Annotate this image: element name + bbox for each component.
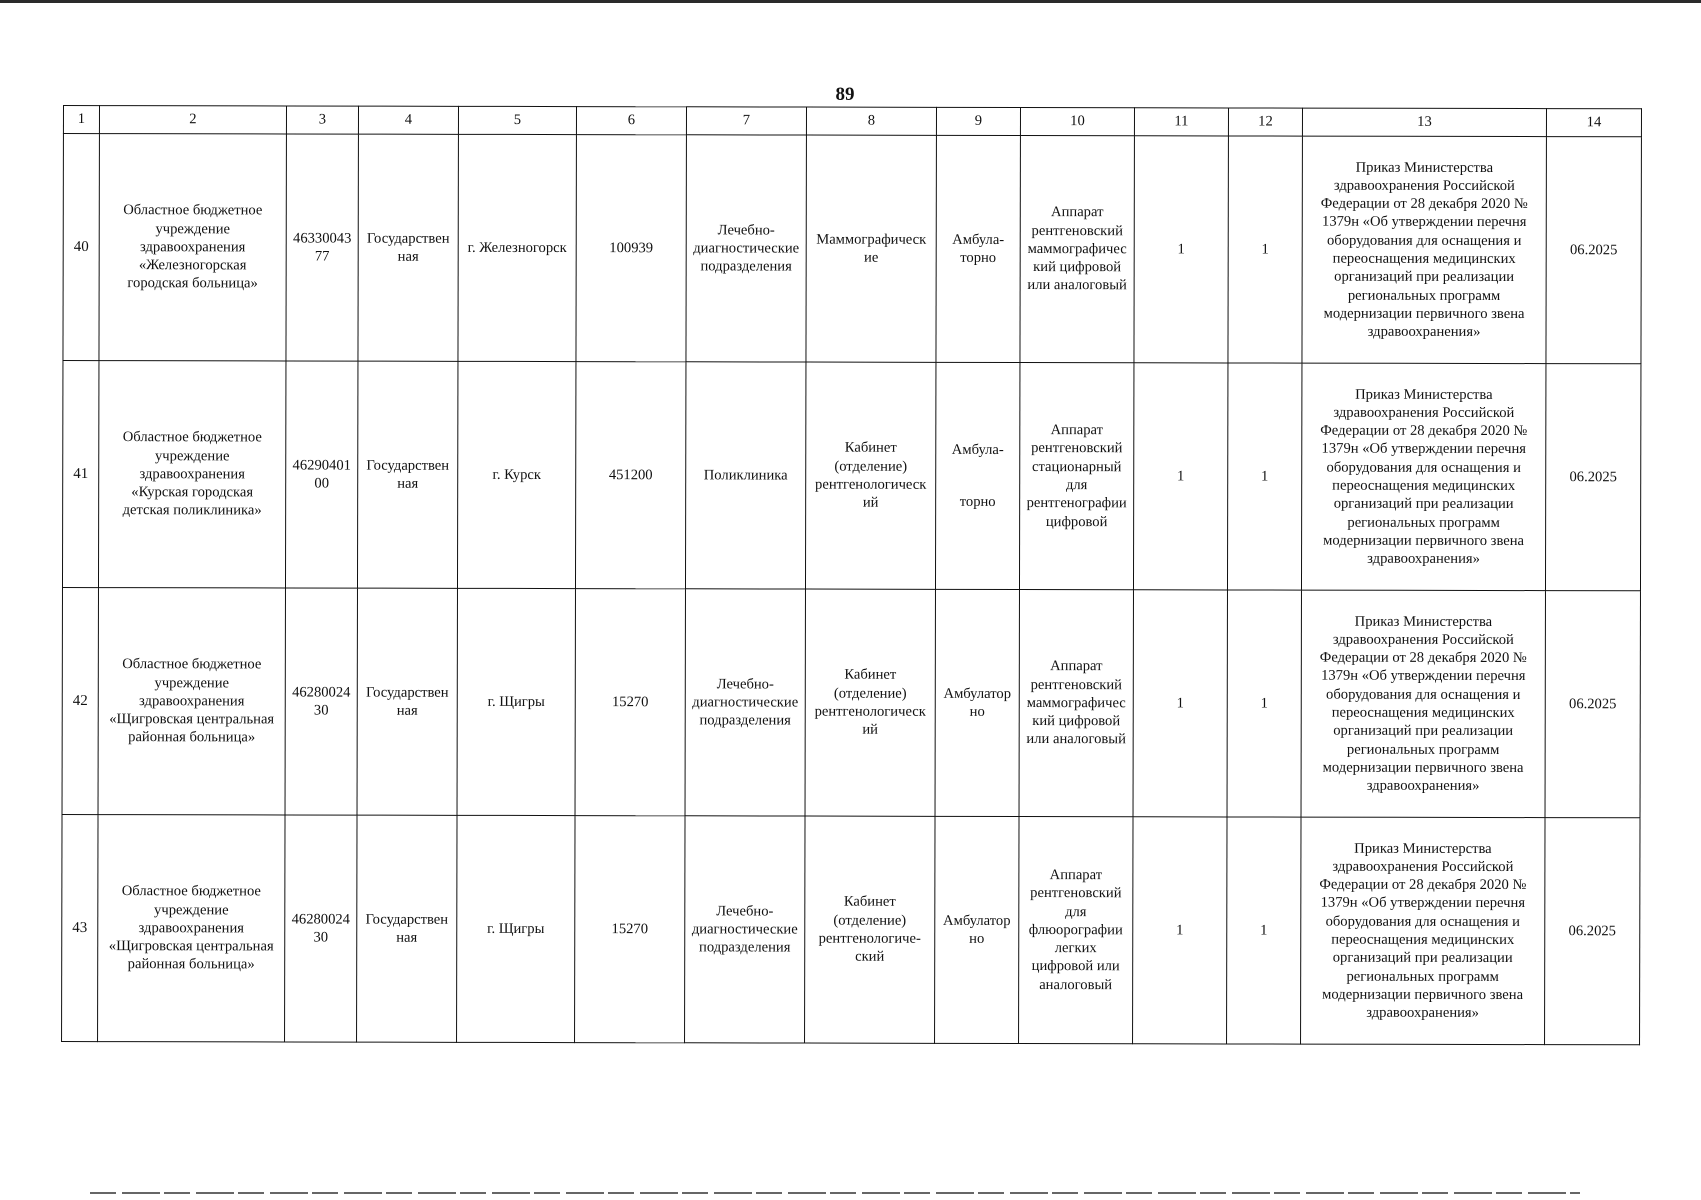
cell-text-line: 451200 — [608, 466, 653, 484]
cell-text-line: здравоохранения — [139, 466, 245, 483]
cell-text-line: здравоохранения» — [1367, 550, 1480, 568]
legal-basis-cell — [1302, 136, 1546, 364]
cell-text-line: подразделения — [699, 939, 791, 956]
cell-text-line: переоснащения медицинских — [1332, 477, 1516, 495]
cell-text-line: кий цифровой — [1032, 713, 1121, 730]
cell-text-line: ие — [864, 249, 879, 266]
cell-text-line: «Щигровская центральная — [108, 938, 274, 955]
cell-text-line: г. Щигры — [487, 920, 545, 937]
cell-text-line: здравоохранения Российской — [1333, 404, 1515, 421]
cell-text-line: 00 — [314, 475, 330, 492]
organization-name-cell — [98, 361, 285, 588]
ownership-form-cell — [357, 361, 457, 588]
column-number-row — [63, 106, 1641, 137]
organization-code-cell — [286, 134, 358, 361]
cell-text-line: рентгеновский — [1031, 222, 1123, 239]
cell-text-line: подразделения — [699, 712, 791, 729]
cell-text-line: районная больница» — [127, 956, 255, 973]
cell-text-line: ий — [862, 721, 879, 739]
quantity-cell-12 — [1227, 363, 1301, 590]
cell-text-line: 1 — [1261, 468, 1269, 485]
cell-text-line: 30 — [313, 702, 329, 719]
cell-text-line: здравоохранения» — [1367, 323, 1481, 341]
legal-basis-cell — [1301, 363, 1545, 591]
cell-text-line: Лечебно- — [716, 675, 774, 693]
cell-text-line: переоснащения медицинских — [1331, 931, 1515, 949]
organization-code-cell — [285, 361, 357, 588]
population-cell — [575, 589, 685, 816]
cell-text-line: Приказ Министерства — [1354, 840, 1492, 857]
column-number-12: 12 — [1228, 108, 1302, 136]
quantity-cell-11 — [1133, 590, 1227, 817]
department-cell — [685, 362, 805, 589]
cell-text-line: ная — [396, 702, 418, 719]
cell-text-line: здравоохранения» — [1366, 777, 1480, 795]
cabinet-cell — [805, 362, 935, 589]
cell-text-line: учреждение — [154, 674, 230, 691]
cell-text-line: «Щигровская центральная — [109, 711, 275, 728]
column-number-14: 14 — [1546, 109, 1641, 137]
cell-text-line: диагностические — [693, 240, 800, 257]
cell-text-line: рентгенологическ — [815, 476, 927, 493]
city-cell — [457, 361, 575, 588]
cell-text-line: диагностические — [692, 694, 799, 711]
cell-text-line: торно — [959, 493, 996, 510]
cell-text-line: (отделение) — [833, 685, 907, 702]
care-conditions-cell — [935, 589, 1019, 816]
cell-text-line: 06.2025 — [1569, 468, 1617, 486]
cell-text-line: переоснащения медицинских — [1332, 250, 1516, 268]
column-number-5: 5 — [458, 106, 576, 134]
cell-text-line: ная — [397, 248, 419, 265]
cell-text-line: Амбулатор — [943, 685, 1012, 702]
column-number-2: 2 — [99, 106, 286, 134]
delivery-date-cell — [1545, 591, 1640, 818]
cell-text-line: диагностические — [691, 921, 798, 938]
cell-text-line: г. Щигры — [487, 693, 545, 710]
cell-text-line: Приказ Министерства — [1354, 613, 1493, 630]
cell-text-line: стационарный — [1032, 458, 1122, 475]
quantity-cell-12 — [1228, 136, 1302, 363]
care-conditions-cell — [935, 362, 1019, 589]
cell-text-line: учреждение — [154, 901, 229, 918]
cell-text-line: региональных программ — [1347, 514, 1500, 531]
cell-text-line: Областное бюджетное — [121, 883, 261, 900]
column-number-1: 1 — [63, 106, 99, 134]
ownership-form-cell — [357, 588, 457, 815]
cell-text-line: Государствен — [366, 230, 450, 247]
cell-text-line: Приказ Министерства — [1355, 159, 1494, 176]
page-number: 89 — [835, 84, 855, 105]
row-number-cell: 42 — [62, 588, 98, 815]
quantity-cell-11 — [1133, 817, 1227, 1044]
cell-text-line: Лечебно- — [716, 902, 774, 920]
cell-text-line: кий цифровой — [1033, 259, 1122, 276]
cell-text-line: 46280024 — [292, 684, 351, 701]
cell-text-line: для — [1065, 903, 1087, 920]
cell-text-line: переоснащения медицинских — [1331, 704, 1515, 722]
cell-text-line: для — [1065, 477, 1088, 494]
cell-text-line: маммографичес — [1027, 240, 1127, 258]
cell-text-line: Кабинет — [844, 667, 897, 684]
care-conditions-cell — [935, 816, 1019, 1043]
column-number-4: 4 — [358, 106, 458, 134]
cell-text-line: 1 — [1177, 241, 1185, 258]
cell-text-line: оборудования для оснащения и — [1326, 459, 1521, 476]
cell-text-line: 1 — [1260, 695, 1268, 712]
cell-text-line: 46330043 — [293, 230, 352, 247]
cell-text-line: Поликлиника — [703, 467, 788, 484]
cell-text-line: организаций при реализации — [1333, 495, 1514, 513]
cell-text-line: здравоохранения — [138, 920, 244, 937]
equipment-name-cell — [1019, 363, 1133, 590]
scan-edge-top — [0, 0, 1701, 3]
cell-text-line: оборудования для оснащения и — [1326, 232, 1522, 249]
cell-text-line: 1 — [1260, 922, 1268, 939]
cell-text-line: 1 — [1176, 695, 1184, 712]
cell-text-line: Федерации от 28 декабря 2020 № — [1320, 422, 1528, 440]
cell-text-line: здравоохранения Российской — [1332, 631, 1514, 648]
cell-text-line: (отделение) — [834, 458, 908, 475]
row-number-cell: 41 — [62, 361, 98, 588]
ownership-form-cell — [358, 134, 458, 361]
delivery-date-cell — [1546, 137, 1641, 364]
population-cell — [575, 816, 685, 1043]
cell-text-line: Федерации от 28 декабря 2020 № — [1320, 195, 1528, 213]
cell-text-line: 15270 — [611, 693, 649, 711]
cabinet-cell — [805, 816, 935, 1043]
scan-edge-bottom — [90, 1192, 1580, 1194]
organization-code-cell — [285, 588, 357, 815]
cell-text-line: 06.2025 — [1569, 242, 1618, 259]
cell-text-line: 46290401 — [292, 457, 351, 474]
cell-text-line: 06.2025 — [1569, 695, 1617, 713]
quantity-cell-11 — [1133, 363, 1227, 590]
cell-text-line: Аппарат — [1050, 658, 1103, 675]
cell-text-line: организаций при реализации — [1334, 268, 1515, 286]
cell-text-line: 1 — [1261, 241, 1269, 258]
cell-text-line: Кабинет — [843, 894, 896, 911]
cell-text-line: Приказ Министерства — [1355, 386, 1493, 403]
city-cell — [457, 815, 575, 1042]
delivery-date-cell — [1545, 818, 1640, 1045]
table-row — [63, 134, 1641, 364]
cell-text-line: цифровой или — [1031, 958, 1120, 975]
cell-text-line: подразделения — [700, 258, 792, 275]
column-number-6: 6 — [576, 107, 686, 135]
cell-text-line: легких — [1054, 940, 1097, 957]
cell-text-line: Областное бюджетное — [122, 429, 262, 446]
organization-name-cell — [98, 588, 285, 815]
cell-text-line: районная больница» — [128, 729, 256, 746]
cell-text-line: но — [969, 930, 985, 947]
cell-text-line: рентгенологиче- — [818, 930, 921, 947]
cell-text-line: здравоохранения» — [1366, 1004, 1479, 1022]
delivery-date-cell — [1545, 364, 1640, 591]
cell-text-line: оборудования для оснащения и — [1326, 686, 1521, 703]
quantity-cell-12 — [1227, 590, 1301, 817]
cell-text-line: региональных программ — [1346, 968, 1499, 985]
quantity-cell-12 — [1227, 817, 1301, 1044]
cabinet-cell — [805, 589, 935, 816]
cell-text-line: здравоохранения — [139, 693, 245, 710]
department-cell — [685, 816, 805, 1043]
cell-text-line: 46280024 — [291, 911, 350, 928]
cell-text-line: ная — [396, 929, 418, 946]
cell-text-line: 1379н «Об утверждении перечня — [1321, 441, 1527, 458]
equipment-name-cell — [1019, 817, 1133, 1044]
cell-text-line: Аппарат — [1051, 204, 1104, 221]
cell-text-line: организаций при реализации — [1332, 949, 1513, 967]
care-conditions-cell — [936, 135, 1020, 362]
column-number-3: 3 — [286, 106, 358, 134]
row-number-cell: 43 — [62, 814, 98, 1041]
cell-text-line: рентгенологическ — [814, 703, 926, 720]
cell-text-line: учреждение — [154, 447, 230, 464]
column-number-10: 10 — [1020, 108, 1134, 136]
legal-basis-cell — [1301, 590, 1545, 818]
cell-text-line: городская больница» — [127, 275, 258, 292]
cell-text-line: 1 — [1177, 468, 1185, 485]
cell-text-line: Областное бюджетное — [123, 202, 263, 219]
cell-text-line: 77 — [314, 248, 330, 265]
table-body — [62, 106, 1642, 1045]
table-row — [62, 814, 1640, 1044]
equipment-name-cell — [1020, 136, 1134, 363]
organization-code-cell — [285, 815, 357, 1042]
cell-text-line: Федерации от 28 декабря 2020 № — [1319, 649, 1527, 667]
cell-text-line: Аппарат — [1050, 422, 1104, 439]
organization-name-cell — [98, 815, 285, 1042]
city-cell — [458, 134, 576, 361]
cell-text-line: «Курская городская — [131, 484, 254, 501]
cell-text-line: (отделение) — [833, 912, 907, 929]
population-cell — [575, 362, 685, 589]
cell-text-line: здравоохранения — [139, 239, 246, 256]
cell-text-line: 1379н «Об утверждении перечня — [1320, 895, 1526, 912]
legal-basis-cell — [1301, 817, 1545, 1045]
cell-text-line: ная — [397, 475, 419, 492]
cell-text-line: региональных программ — [1346, 741, 1500, 758]
cell-text-line: рентгенографии — [1026, 495, 1127, 512]
row-number-cell: 40 — [63, 134, 99, 361]
cell-text-line: Амбулатор — [943, 912, 1011, 929]
line-gap — [937, 459, 1018, 493]
column-number-8: 8 — [806, 107, 936, 135]
cell-text-line: 100939 — [609, 239, 654, 257]
cell-text-line: оборудования для оснащения и — [1325, 913, 1520, 930]
cell-text-line: Амбула- — [952, 231, 1005, 248]
cell-text-line: рентгеновский — [1030, 885, 1122, 902]
cell-text-line: региональных программ — [1347, 287, 1501, 304]
cell-text-line: Маммографическ — [816, 231, 927, 248]
equipment-name-cell — [1019, 590, 1133, 817]
cell-text-line: г. Курск — [492, 466, 541, 483]
cell-text-line: Амбула- — [951, 441, 1004, 458]
cell-text-line: маммографичес — [1026, 694, 1126, 712]
department-cell — [685, 589, 805, 816]
cell-text-line: торно — [960, 249, 997, 266]
cell-text-line: рентгеновский — [1030, 676, 1122, 693]
cell-text-line: здравоохранения Российской — [1333, 177, 1515, 194]
cell-text-line: Областное бюджетное — [122, 656, 262, 673]
cell-text-line: Государствен — [366, 457, 450, 474]
cell-text-line: Аппарат — [1049, 867, 1103, 884]
cell-text-line: рентгеновский — [1031, 440, 1123, 457]
cell-text-line: ский — [855, 948, 885, 966]
city-cell — [457, 588, 575, 815]
quantity-cell-11 — [1134, 136, 1228, 363]
cell-text-line: Федерации от 28 декабря 2020 № — [1319, 876, 1527, 894]
cell-text-line: но — [969, 703, 985, 720]
cell-text-line: или аналоговый — [1027, 277, 1127, 294]
cell-text-line: Кабинет — [844, 440, 897, 457]
cabinet-cell — [806, 135, 936, 362]
cell-text-line: Государствен — [365, 911, 449, 928]
cell-text-line: флюорографии — [1028, 921, 1123, 939]
cell-text-line: г. Железногорск — [467, 239, 567, 256]
cell-text-line: организаций при реализации — [1333, 722, 1514, 740]
cell-text-line: ий — [862, 494, 879, 512]
cell-text-line: 1379н «Об утверждении перечня — [1322, 214, 1527, 231]
cell-text-line: модернизации первичного звена — [1322, 759, 1524, 776]
cell-text-line: модернизации первичного звена — [1322, 986, 1524, 1003]
cell-text-line: 06.2025 — [1568, 922, 1617, 940]
table-row — [62, 361, 1640, 591]
cell-text-line: детская поликлиника» — [122, 502, 262, 519]
cell-text-line: Лечебно- — [717, 221, 775, 239]
cell-text-line: аналоговый — [1039, 976, 1113, 993]
cell-text-line: или аналоговый — [1026, 731, 1126, 748]
cell-text-line: здравоохранения Российской — [1332, 858, 1514, 875]
cell-text-line: модернизации первичного звена — [1323, 305, 1525, 322]
column-number-9: 9 — [936, 107, 1020, 135]
cell-text-line: цифровой — [1045, 513, 1108, 530]
department-cell — [686, 135, 806, 362]
column-number-13: 13 — [1302, 108, 1546, 137]
equipment-registry-table — [61, 105, 1642, 1045]
table-row — [62, 588, 1640, 818]
cell-text-line: Государствен — [365, 684, 449, 701]
cell-text-line: модернизации первичного звена — [1323, 532, 1525, 549]
cell-text-line: 15270 — [611, 920, 649, 938]
cell-text-line: 1 — [1176, 922, 1184, 939]
column-number-11: 11 — [1134, 108, 1228, 136]
cell-text-line: учреждение — [155, 220, 231, 237]
organization-name-cell — [99, 134, 286, 361]
ownership-form-cell — [357, 815, 457, 1042]
cell-text-line: 30 — [313, 929, 329, 946]
cell-text-line: 1379н «Об утверждении перечня — [1321, 668, 1526, 685]
population-cell — [576, 135, 686, 362]
column-number-7: 7 — [686, 107, 806, 135]
cell-text-line: «Железногорская — [138, 257, 247, 274]
